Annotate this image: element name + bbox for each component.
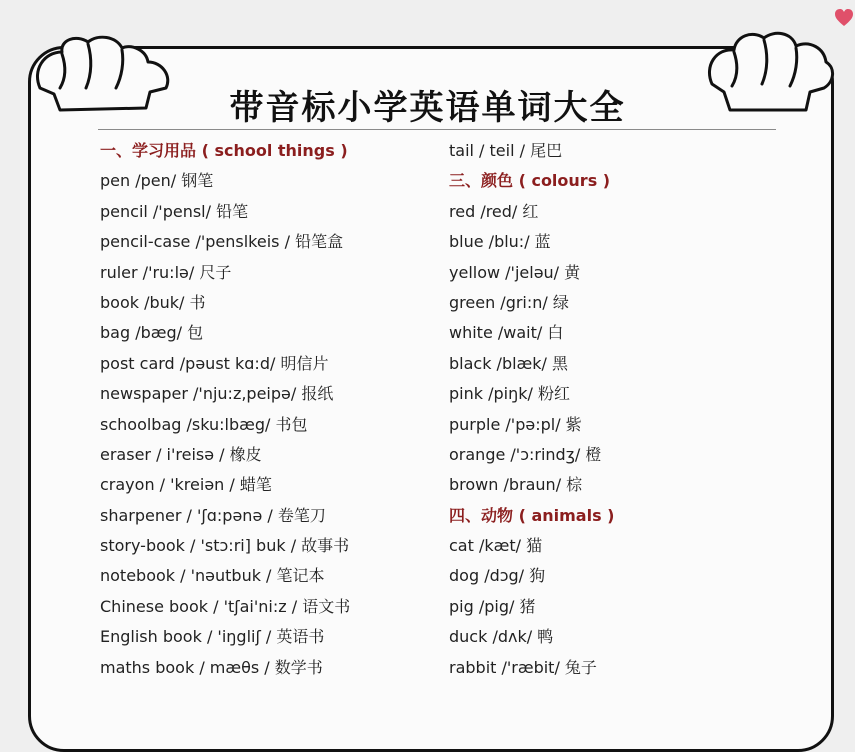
word-entry: English book / 'iŋgliʃ / 英语书: [100, 627, 325, 647]
word-entry: white /wait/ 白: [449, 323, 564, 343]
word-entry: dog /dɔg/ 狗: [449, 566, 546, 586]
word-entry: maths book / mæθs / 数学书: [100, 657, 323, 677]
word-entry: yellow /'jeləu/ 黄: [449, 262, 581, 282]
word-entry: blue /blu:/ 蓝: [449, 232, 551, 252]
word-entry: cat /kæt/ 猫: [449, 536, 543, 556]
word-entry: red /red/ 红: [449, 201, 539, 221]
word-entry: eraser / i'reisə / 橡皮: [100, 444, 262, 464]
word-entry: tail / teil / 尾巴: [449, 141, 563, 160]
word-entry: book /buk/ 书: [100, 292, 206, 312]
word-entry: crayon / 'kreiən / 蜡笔: [100, 475, 272, 495]
vocabulary-column-left: [100, 136, 350, 683]
word-entry: rabbit /'ræbit/ 兔子: [449, 657, 597, 677]
word-entry: story-book / 'stɔ:ri] buk / 故事书: [100, 536, 350, 556]
word-entry: orange /'ɔ:rindʒ/ 橙: [449, 444, 602, 464]
page-title: 带音标小学英语单词大全: [229, 88, 626, 128]
word-entry: post card /pəust kɑ:d/ 明信片: [100, 353, 329, 373]
word-entry: pen /pen/ 钢笔: [100, 171, 214, 191]
word-entry: brown /braun/ 棕: [449, 475, 583, 495]
section-heading: 一、学习用品 ( school things ): [100, 141, 348, 160]
word-entry: pink /piŋk/ 粉红: [449, 384, 570, 404]
word-entry: sharpener / 'ʃɑ:pənə / 卷笔刀: [100, 505, 326, 525]
word-entry: schoolbag /sku:lbæg/ 书包: [100, 414, 308, 434]
section-heading: 三、颜色 ( colours ): [449, 171, 611, 191]
word-entry: pig /pig/ 猪: [449, 596, 536, 616]
word-entry: newspaper /'nju:z,peipə/ 报纸: [100, 384, 334, 404]
word-entry: notebook / 'nəutbuk / 笔记本: [100, 566, 325, 586]
word-entry: pencil-case /'penslkeis / 铅笔盒: [100, 232, 344, 252]
word-entry: pencil /'pensl/ 铅笔: [100, 201, 249, 221]
word-entry: black /blæk/ 黑: [449, 353, 569, 373]
vocabulary-column-right: [449, 136, 615, 683]
word-entry: bag /bæg/ 包: [100, 323, 204, 343]
word-entry: green /gri:n/ 绿: [449, 292, 569, 312]
word-entry: duck /dʌk/ 鸭: [449, 627, 554, 647]
title-divider: [98, 129, 776, 130]
word-entry: Chinese book / 'tʃai'ni:z / 语文书: [100, 596, 351, 616]
word-entry: purple /'pə:pl/ 紫: [449, 414, 582, 434]
section-heading: 四、动物 ( animals ): [449, 505, 615, 525]
heart-icon: [834, 8, 854, 28]
word-entry: ruler /'ru:lə/ 尺子: [100, 262, 232, 282]
